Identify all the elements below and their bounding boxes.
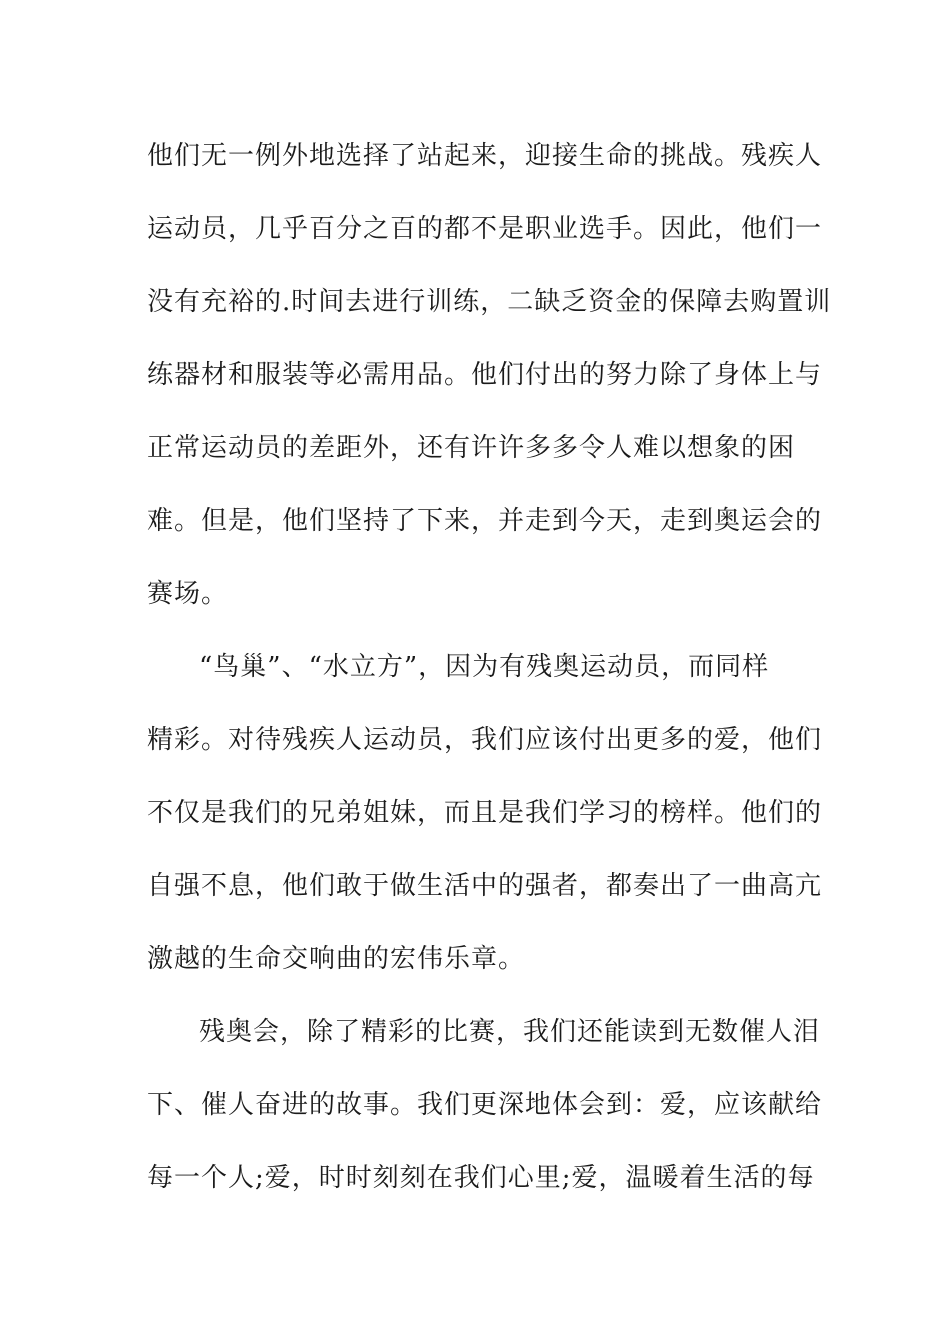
text-line: 精彩。对待残疾人运动员，我们应该付出更多的爱，他们	[147, 725, 823, 755]
text-line: 赛场。	[147, 579, 229, 609]
paragraph-start-line: 残奥会，除了精彩的比赛，我们还能读到无数催人泪	[199, 1017, 821, 1047]
text-line: 每一个人;爱，时时刻刻在我们心里;爱，温暖着生活的每	[147, 1163, 815, 1193]
text-line: 自强不息，他们敢于做生活中的强者，都奏出了一曲高亢	[147, 871, 823, 901]
text-line: 难。但是，他们坚持了下来，并走到今天，走到奥运会的	[147, 506, 823, 536]
text-line: 激越的生命交响曲的宏伟乐章。	[147, 944, 526, 974]
text-line: 运动员，几乎百分之百的都不是职业选手。因此，他们一	[147, 214, 823, 244]
paragraph-start-line: “鸟巢”、“水立方”，因为有残奥运动员，而同样	[199, 652, 770, 682]
text-line: 练器材和服装等必需用品。他们付出的努力除了身体上与	[147, 360, 823, 390]
text-line: 下、催人奋进的故事。我们更深地体会到：爱，应该献给	[147, 1090, 823, 1120]
text-line: 没有充裕的.时间去进行训练，二缺乏资金的保障去购置训	[147, 287, 832, 317]
text-line: 正常运动员的差距外，还有许许多多令人难以想象的困	[147, 433, 796, 463]
text-line: 不仅是我们的兄弟姐妹，而且是我们学习的榜样。他们的	[147, 798, 823, 828]
text-line: 他们无一例外地选择了站起来，迎接生命的挑战。残疾人	[147, 141, 823, 171]
